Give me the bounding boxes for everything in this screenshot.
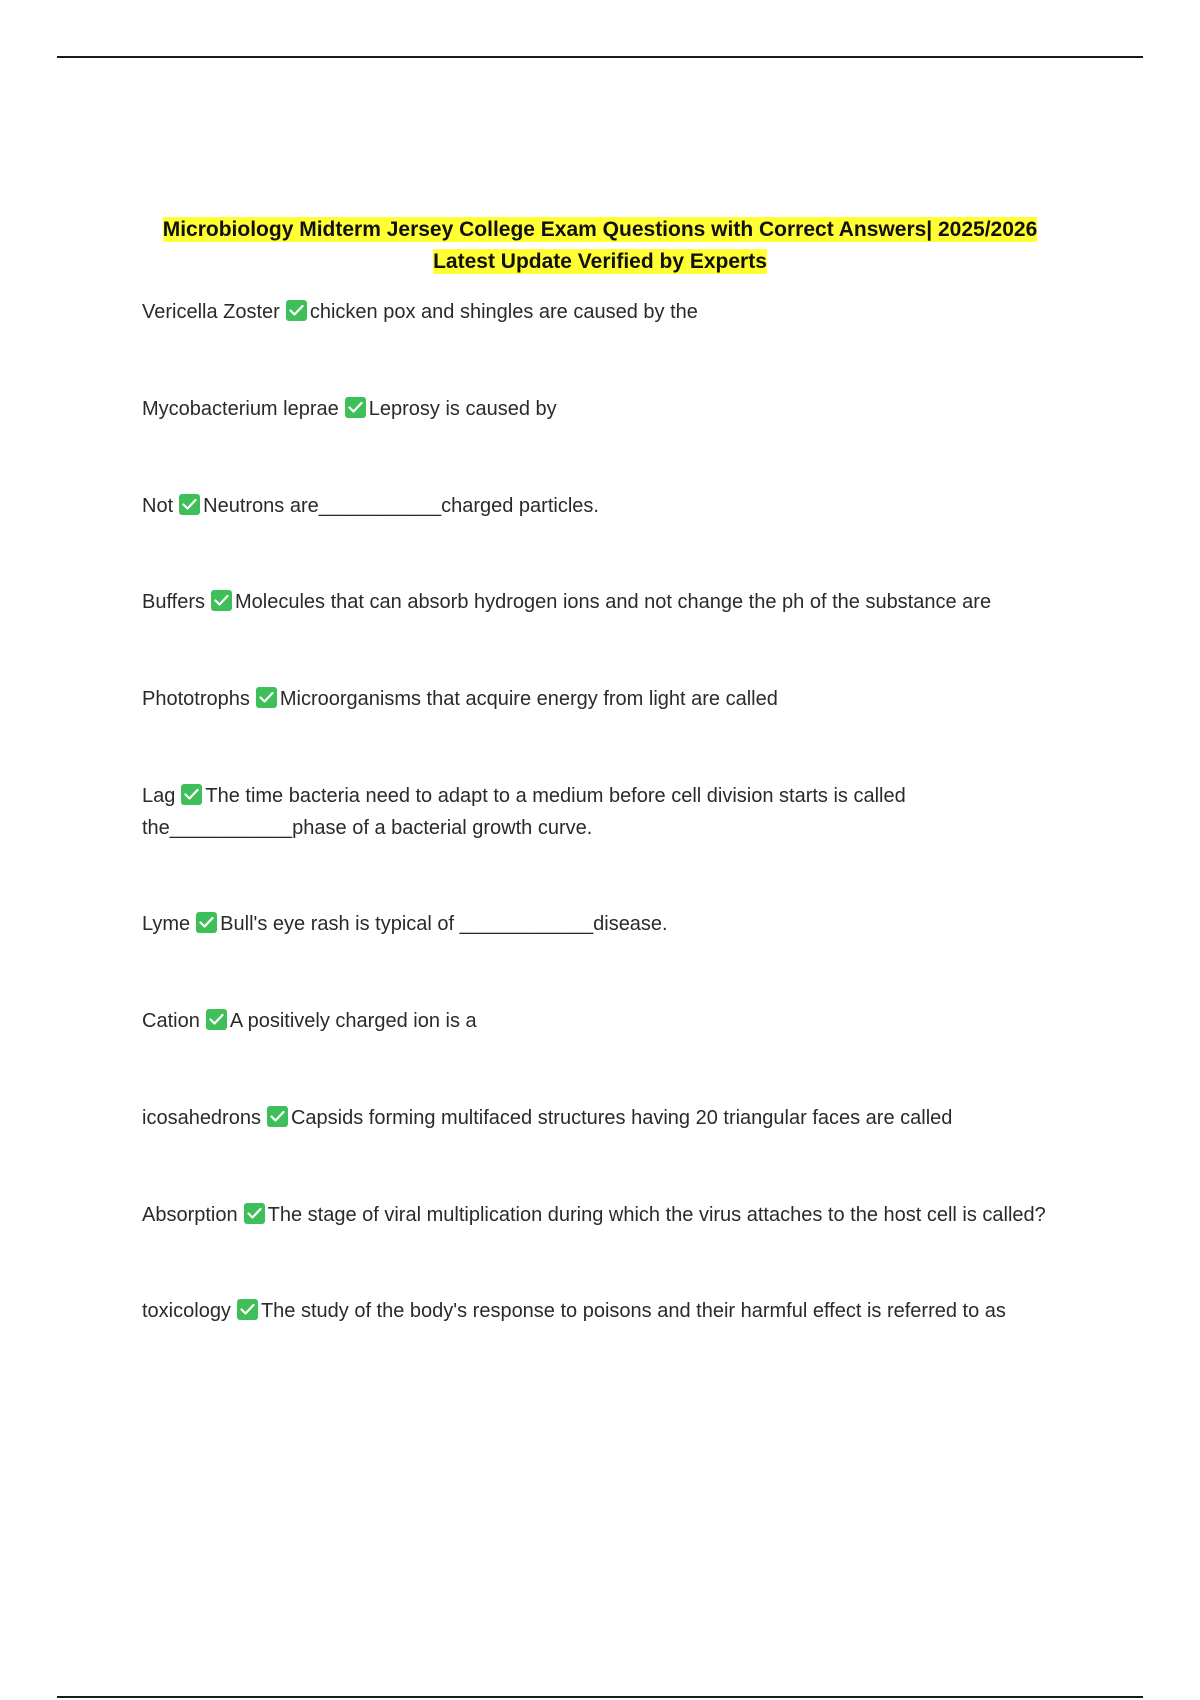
green-checkmark-icon bbox=[345, 397, 366, 418]
green-checkmark-icon bbox=[244, 1203, 265, 1224]
green-checkmark-icon bbox=[206, 1009, 227, 1030]
question-text: Neutrons are___________charged particles. bbox=[203, 495, 599, 517]
answer-text: Lag bbox=[142, 785, 176, 807]
question-text: Capsids forming multifaced structures having 20 triangular faces are called bbox=[290, 1107, 953, 1129]
question-text: The time bacteria need to adapt to a medium before cell division starts is called the___________phase of a bacterial growth curve. bbox=[142, 785, 906, 839]
question-text: Microorganisms that acquire energy from light are called bbox=[279, 688, 778, 710]
qa-item bbox=[142, 1102, 1072, 1134]
question-text: Bull's eye rash is typical of ____________disease. bbox=[220, 913, 668, 935]
question-text: chicken pox and shingles are caused by the bbox=[309, 301, 698, 323]
answer-text: Not bbox=[142, 495, 174, 517]
qa-item bbox=[142, 780, 1072, 844]
title-line-2: Latest Update Verified by Experts bbox=[433, 250, 767, 273]
green-checkmark-icon bbox=[211, 590, 232, 611]
qa-item bbox=[142, 393, 1072, 425]
qa-item bbox=[142, 1295, 1072, 1327]
answer-text: Vericella Zoster bbox=[142, 301, 280, 323]
title-line-1: Microbiology Midterm Jersey College Exam Questions with Correct Answers| 2025/2026 bbox=[162, 218, 1038, 241]
answer-text: Mycobacterium leprae bbox=[142, 398, 339, 420]
qa-item bbox=[142, 296, 1072, 328]
answer-text: toxicology bbox=[142, 1300, 231, 1322]
answer-text: Buffers bbox=[142, 591, 205, 613]
bottom-rule bbox=[57, 1696, 1143, 1698]
qa-item bbox=[142, 1005, 1072, 1037]
qa-item bbox=[142, 908, 1072, 940]
green-checkmark-icon bbox=[286, 300, 307, 321]
qa-item bbox=[142, 1199, 1072, 1231]
question-text: The study of the body's response to poisons and their harmful effect is referred to as bbox=[260, 1300, 1006, 1322]
question-text: The stage of viral multiplication during which the virus attaches to the host cell is called? bbox=[267, 1204, 1046, 1226]
answer-text: Cation bbox=[142, 1010, 200, 1032]
question-text: Leprosy is caused by bbox=[368, 398, 557, 420]
green-checkmark-icon bbox=[179, 494, 200, 515]
top-rule bbox=[57, 56, 1143, 58]
qa-item bbox=[142, 586, 1072, 618]
question-text: A positively charged ion is a bbox=[229, 1010, 477, 1032]
qa-list bbox=[142, 296, 1072, 1327]
green-checkmark-icon bbox=[256, 687, 277, 708]
answer-text: icosahedrons bbox=[142, 1107, 261, 1129]
green-checkmark-icon bbox=[196, 912, 217, 933]
green-checkmark-icon bbox=[181, 784, 202, 805]
document-title bbox=[100, 214, 1100, 278]
green-checkmark-icon bbox=[237, 1299, 258, 1320]
answer-text: Phototrophs bbox=[142, 688, 250, 710]
qa-item bbox=[142, 490, 1072, 522]
answer-text: Absorption bbox=[142, 1204, 238, 1226]
qa-item bbox=[142, 683, 1072, 715]
question-text: Molecules that can absorb hydrogen ions and not change the ph of the substance are bbox=[235, 591, 992, 613]
answer-text: Lyme bbox=[142, 913, 191, 935]
green-checkmark-icon bbox=[267, 1106, 288, 1127]
